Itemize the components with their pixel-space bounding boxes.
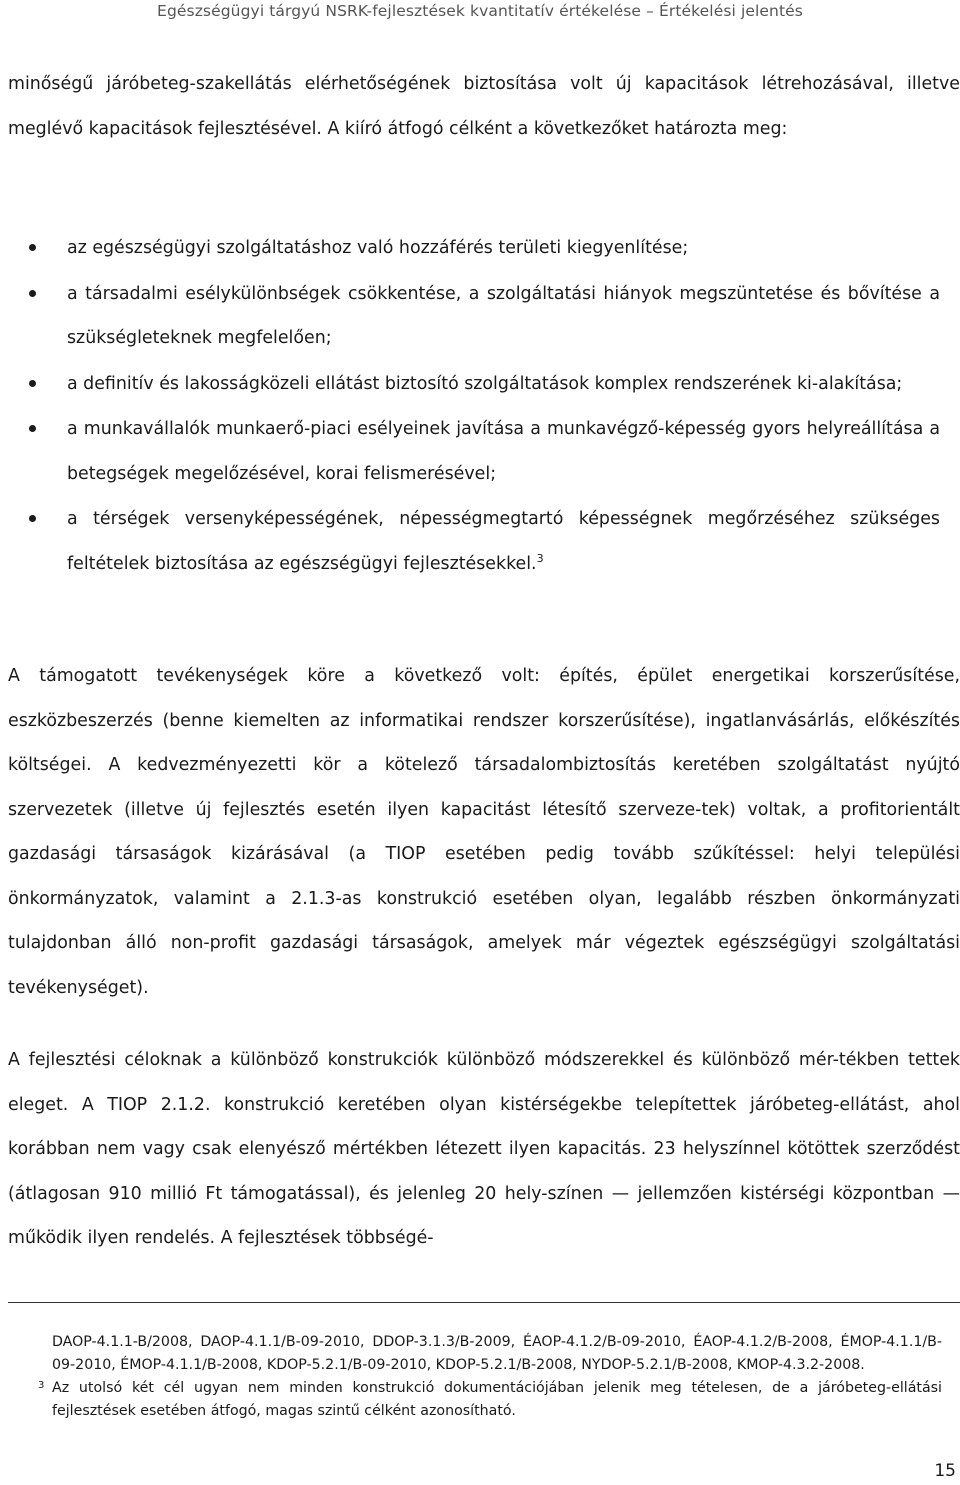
footnote-divider: [8, 1302, 960, 1303]
footnotes: [0, 1331, 960, 1423]
bullet-icon: [29, 290, 36, 297]
bullet-icon: [29, 380, 36, 387]
list-item-text: a munkavállalók munkaerő-piaci esélyeinek javítása a munkavégző-képesség gyors helyreállítása a betegségek megelőzésével, korai felismerésével;: [67, 419, 940, 484]
footnote-3: [0, 1377, 942, 1423]
paragraph-activities: A támogatott tevékenységek köre a következő volt: építés, épület energetikai korszerűsítése, eszközbeszerzés (benne kiemelten az informatikai rendszer korszerűsítése), ingatlanvásárlás, előkészítés költségei. A kedvezményezetti kör a kötelező társadalombiztosítás keretében szolgáltatást nyújtó szervezetek (illetve új fejlesztés esetén ilyen kapacitást létesítő szerveze-tek) voltak, a profitorientált gazdasági társaságok kizárásával (a TIOP esetében pedig tovább szűkítéssel: helyi települési önkormányzatok, valamint a 2.1.3-as konstrukció esetében olyan, legalább részben önkormányzati tulajdonban álló non-profit gazdasági társaságok, amelyek már végeztek egészségügyi szolgáltatási tevékenységet).: [8, 666, 960, 998]
list-item-text: a térségek versenyképességének, népességmegtartó képességnek megőrzéséhez szükséges feltételek biztosítása az egészségügyi fejlesztésekkel.: [67, 509, 940, 574]
list-item: [0, 272, 940, 361]
bullet-icon: [29, 425, 36, 432]
page-number: 15: [934, 1461, 956, 1481]
list-item: [0, 407, 940, 496]
goal-list: [0, 226, 960, 587]
footnote-mark: 3: [38, 1380, 45, 1391]
list-item: [0, 497, 940, 586]
intro-paragraph: minőségű járóbeteg-szakellátás elérhetőségének biztosítása volt új kapacitások létrehozásával, illetve meglévő kapacitások fejlesztésével. A kiíró átfogó célként a következőket határozta meg:: [8, 74, 960, 139]
bullet-icon: [29, 244, 36, 251]
list-item-text: a társadalmi esélykülönbségek csökkentése, a szolgáltatási hiányok megszüntetése és bővítése a szükségleteknek megfelelően;: [67, 283, 940, 348]
footnote-text: Az utolsó két cél ugyan nem minden konstrukció dokumentációjában jelenik meg tételesen, de a járóbeteg-ellátási fejlesztések esetében átfogó, magas szintű célként azonosítható.: [52, 1380, 942, 1419]
paragraph-goals-met: A fejlesztési céloknak a különböző konstrukciók különböző módszerekkel és különböző mér-tékben tettek eleget. A TIOP 2.1.2. konstrukció keretében olyan kistérségekbe telepítettek járóbeteg-ellátást, ahol korábban nem vagy csak elenyésző mértékben létezett ilyen kapacitás. 23 helyszínnel kötöttek szerződést (átlagosan 910 millió Ft támogatással), és jelenleg 20 hely-színen — jellemzően kistérségi központban — működik ilyen rendelés. A fejlesztések többségé-: [8, 1050, 960, 1248]
list-item-text: a definitív és lakosságközeli ellátást biztosító szolgáltatások komplex rendszerének ki-alakítása;: [67, 373, 903, 394]
footnote-continued: DAOP-4.1.1-B/2008, DAOP-4.1.1/B-09-2010, DDOP-3.1.3/B-2009, ÉAOP-4.1.2/B-09-2010, ÉAOP-4.1.2/B-2008, ÉMOP-4.1.1/B-09-2010, ÉMOP-4.1.1/B-2008, KDOP-5.2.1/B-09-2010, KDOP-5.2.1/B-2008, NYDOP-5.2.1/B-2008, KMOP-4.3.2-2008.: [52, 1334, 942, 1373]
bullet-icon: [29, 515, 36, 522]
running-header: Egészségügyi tárgyú NSRK-fejlesztések kvantitatív értékelése – Értékelési jelentés: [157, 2, 803, 20]
list-item-text: az egészségügyi szolgáltatáshoz való hozzáférés területi kiegyenlítése;: [67, 238, 689, 258]
footnote-reference[interactable]: 3: [536, 551, 544, 565]
list-item: [0, 226, 940, 271]
list-item: [0, 362, 940, 407]
